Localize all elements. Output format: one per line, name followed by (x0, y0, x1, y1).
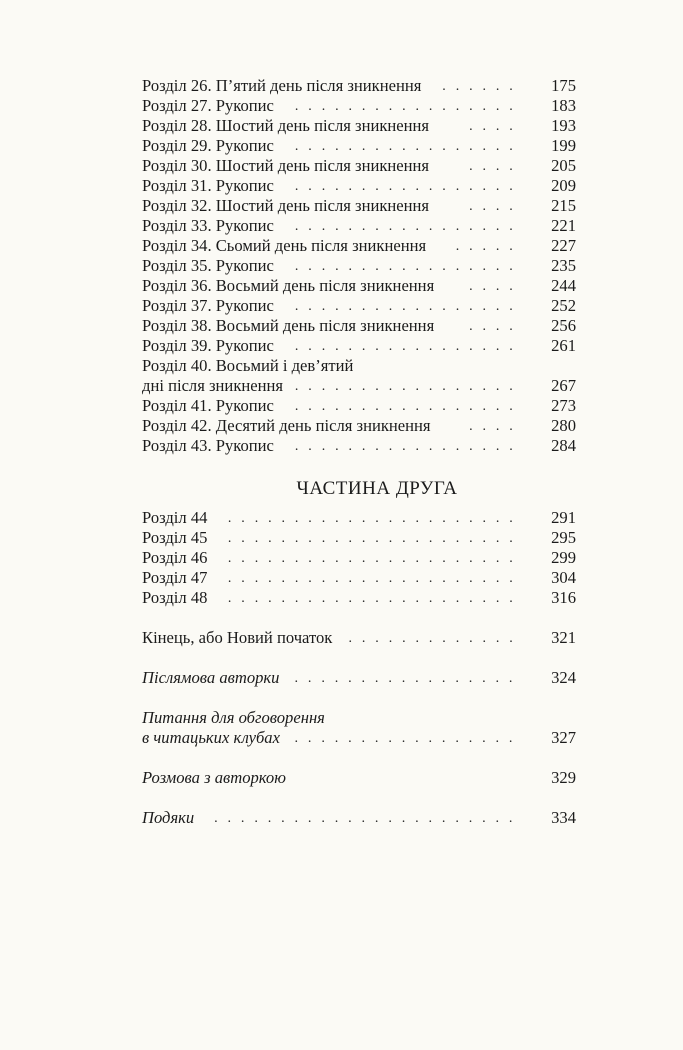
dot-leader: . . . . . . . . . . . . . . . . . (294, 299, 516, 314)
toc-entry (142, 96, 576, 116)
toc-entry-title: Розділ 38. Восьмий день після зникнення (142, 316, 435, 335)
dot-leader: . . . . . . . . . . . . . . . . . . . . . . (227, 531, 516, 546)
dot-leader: . . . . . . . . . . . . . . . . . (294, 179, 516, 194)
toc-entry-title: Розмова з авторкою (142, 768, 286, 787)
toc-entry-page: 183 (551, 96, 576, 115)
toc-entry-title: Розділ 32. Шостий день після зникнення (142, 196, 430, 215)
toc-entry-title: Розділ 44 (142, 508, 208, 527)
toc-entry (142, 436, 576, 456)
toc-entry-title: Розділ 40. Восьмий і дев’ятий (142, 356, 354, 375)
toc-entry-acknowledgements (142, 808, 576, 828)
dot-leader: . . . . . . . . . . . . . . . . . (294, 219, 516, 234)
toc-entry-page: 199 (551, 136, 576, 155)
toc-entry (142, 508, 576, 528)
toc-entry-questions-line1 (142, 708, 576, 728)
toc-entry-page: 273 (551, 396, 576, 415)
part-two-heading: ЧАСТИНА ДРУГА (296, 478, 458, 499)
toc-entry-title: Розділ 47 (142, 568, 208, 587)
dot-leader: . . . . . . . . . . . . . . . . . . . . . . . (214, 811, 516, 826)
toc-entry-page: 267 (551, 376, 576, 395)
toc-entry (142, 196, 576, 216)
toc-entry-page: 324 (551, 668, 576, 687)
toc-entry-page: 280 (551, 416, 576, 435)
part-one-list (142, 76, 576, 456)
toc-entry-title: Розділ 48 (142, 588, 208, 607)
toc-entry-page: 209 (551, 176, 576, 195)
toc-entry (142, 116, 576, 136)
dot-leader: . . . . . . . . . . . . . . . . . (294, 731, 516, 746)
toc-entry-page: 327 (551, 728, 576, 747)
dot-leader: . . . . . . . . . . . . . . . . . (294, 259, 516, 274)
toc-entry-title: Розділ 46 (142, 548, 208, 567)
toc-entry-page: 329 (551, 768, 576, 787)
toc-entry-page: 244 (551, 276, 576, 295)
table-of-contents (142, 76, 576, 828)
toc-entry-page: 291 (551, 508, 576, 527)
toc-entry (142, 276, 576, 296)
toc-entry-title: Розділ 41. Рукопис (142, 396, 274, 415)
toc-entry-page: 252 (551, 296, 576, 315)
toc-entry-page: 205 (551, 156, 576, 175)
toc-entry-title: Розділ 39. Рукопис (142, 336, 274, 355)
toc-entry (142, 528, 576, 548)
toc-entry-questions-line2 (142, 728, 576, 748)
toc-entry (142, 296, 576, 316)
toc-entry-title: Розділ 35. Рукопис (142, 256, 274, 275)
toc-entry-title: Подяки (142, 808, 195, 827)
toc-entry-page: 299 (551, 548, 576, 567)
toc-entry-title: Розділ 36. Восьмий день після зникнення (142, 276, 435, 295)
dot-leader: . . . . . . (442, 79, 516, 94)
toc-entry-title: Питання для обговорення (142, 708, 325, 727)
dot-leader: . . . . . . . . . . . . . . . . . . . . . . (227, 511, 516, 526)
toc-entry-title: Розділ 28. Шостий день після зникнення (142, 116, 430, 135)
dot-leader: . . . . . . . . . . . . . . . . . (294, 139, 516, 154)
dot-leader: . . . . . . . . . . . . . . . . . (294, 399, 516, 414)
toc-entry-page: 215 (551, 196, 576, 215)
toc-entry-title: Розділ 43. Рукопис (142, 436, 274, 455)
toc-entry-title: Кінець, або Новий початок (142, 628, 333, 647)
toc-entry (142, 396, 576, 416)
toc-entry (142, 236, 576, 256)
dot-leader: . . . . . . . . . . . . . . . . . . . . . . (227, 591, 516, 606)
dot-leader: . . . . . . . . . . . . . (348, 631, 516, 646)
part-two-list (142, 508, 576, 608)
spacer (142, 608, 576, 628)
toc-entry (142, 256, 576, 276)
dot-leader: . . . . . . . . . . . . . . . . . (294, 99, 516, 114)
toc-entry-title: Розділ 27. Рукопис (142, 96, 274, 115)
toc-entry-end (142, 628, 576, 648)
toc-entry-page: 295 (551, 528, 576, 547)
toc-entry-title: Розділ 37. Рукопис (142, 296, 274, 315)
toc-entry-title: Розділ 29. Рукопис (142, 136, 274, 155)
spacer (142, 788, 576, 808)
toc-entry-interview (142, 768, 576, 788)
spacer (142, 648, 576, 668)
spacer (142, 748, 576, 768)
toc-entry-title: Розділ 30. Шостий день після зникнення (142, 156, 430, 175)
toc-entry (142, 568, 576, 588)
toc-entry (142, 376, 576, 396)
dot-leader: . . . . . . . . . . . . . . . . . . . . . . (227, 571, 516, 586)
toc-entry-page: 227 (551, 236, 576, 255)
toc-entry (142, 316, 576, 336)
toc-entry-title: в читацьких клубах (142, 728, 280, 747)
dot-leader: . . . . (469, 159, 516, 174)
dot-leader: . . . . . . . . . . . . . . . . . (294, 439, 516, 454)
toc-entry-title: дні після зникнення (142, 376, 284, 395)
toc-entry (142, 176, 576, 196)
toc-entry-title: Розділ 34. Сьомий день після зникнення (142, 236, 427, 255)
toc-entry (142, 356, 576, 376)
dot-leader: . . . . (469, 119, 516, 134)
toc-entry (142, 416, 576, 436)
toc-entry-page: 304 (551, 568, 576, 587)
toc-entry-title: Післямова авторки (142, 668, 280, 687)
toc-entry (142, 136, 576, 156)
dot-leader: . . . . (469, 419, 516, 434)
toc-entry-page: 316 (551, 588, 576, 607)
toc-entry-title: Розділ 42. Десятий день після зникнення (142, 416, 431, 435)
toc-entry-page: 321 (551, 628, 576, 647)
dot-leader: . . . . . . . . . . . . . . . . . (294, 339, 516, 354)
toc-entry-page: 256 (551, 316, 576, 335)
toc-entry-page: 334 (551, 808, 576, 827)
toc-entry-page: 235 (551, 256, 576, 275)
spacer (142, 688, 576, 708)
toc-entry-page: 175 (551, 76, 576, 95)
toc-entry-page: 193 (551, 116, 576, 135)
toc-entry-page: 221 (551, 216, 576, 235)
toc-entry-title: Розділ 31. Рукопис (142, 176, 274, 195)
dot-leader: . . . . . . . . . . . . . . . . . (294, 671, 516, 686)
toc-entry (142, 156, 576, 176)
dot-leader: . . . . (469, 279, 516, 294)
toc-entry-afterword (142, 668, 576, 688)
toc-entry (142, 548, 576, 568)
toc-entry (142, 336, 576, 356)
toc-entry-title: Розділ 45 (142, 528, 208, 547)
dot-leader: . . . . (469, 319, 516, 334)
dot-leader: . . . . . (455, 239, 516, 254)
dot-leader: . . . . . . . . . . . . . . . . . (294, 379, 516, 394)
toc-entry (142, 76, 576, 96)
toc-entry (142, 216, 576, 236)
toc-entry-title: Розділ 26. П’ятий день після зникнення (142, 76, 422, 95)
toc-entry (142, 588, 576, 608)
dot-leader: . . . . . . . . . . . . . . . . . . . . . . (227, 551, 516, 566)
toc-entry-page: 261 (551, 336, 576, 355)
toc-entry-page: 284 (551, 436, 576, 455)
dot-leader: . . . . (469, 199, 516, 214)
toc-entry-title: Розділ 33. Рукопис (142, 216, 274, 235)
